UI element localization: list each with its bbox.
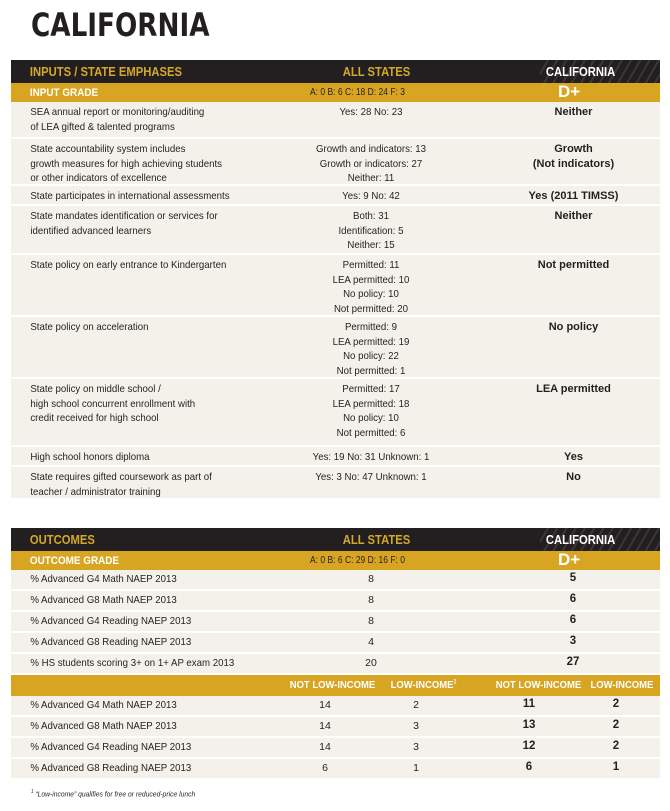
state-value-line: LEA permitted	[536, 383, 611, 395]
outcome-grade-label: OUTCOME GRADE	[29, 554, 119, 567]
all-states-value-line: Yes: 19 No: 31 Unknown: 1	[312, 451, 430, 463]
all-low-income-value: 1	[413, 762, 419, 774]
table-row	[11, 717, 660, 738]
all-states-value-line: Both: 31	[353, 210, 389, 222]
all-states-value-line: No policy: 22	[343, 350, 399, 362]
all-states-value	[281, 450, 461, 465]
state-not-low-income-value: 12	[522, 740, 536, 752]
outcome-grade-value: D+	[558, 550, 581, 569]
table-row	[11, 654, 660, 675]
all-states-value	[281, 320, 461, 378]
state-value-line: Yes	[564, 451, 583, 463]
state-value-line: Yes (2011 TIMSS)	[528, 190, 619, 202]
state-value	[491, 189, 656, 204]
state-value	[491, 258, 656, 273]
row-label: % Advanced G8 Math NAEP 2013	[30, 720, 177, 732]
state-value: 27	[566, 656, 580, 668]
outcomes-panel	[11, 528, 660, 780]
all-states-value-line: Growth or indicators: 27	[319, 157, 423, 170]
inputs-header-label: INPUTS / STATE EMPHASES	[29, 64, 183, 79]
all-states-value	[281, 105, 461, 120]
all-states-value-line: LEA permitted: 19	[332, 335, 410, 348]
footnote-marker: 1	[31, 789, 34, 795]
income-subheader	[11, 675, 660, 696]
row-label-line: identified advanced learners	[30, 224, 152, 237]
all-low-income-value: 3	[413, 741, 419, 753]
row-label: % Advanced G4 Math NAEP 2013	[30, 699, 177, 711]
all-states-value-line: No policy: 10	[343, 412, 399, 424]
all-states-value: 4	[368, 636, 374, 648]
row-label-line: State accountability system includes	[30, 143, 186, 155]
table-row	[11, 317, 660, 379]
all-not-low-income-value: 14	[319, 741, 331, 753]
all-states-value: 8	[368, 615, 374, 627]
all-low-income-header	[391, 679, 457, 691]
all-states-value	[281, 382, 461, 440]
state-value	[491, 320, 656, 335]
table-row	[11, 186, 660, 206]
all-states-value-line: Neither: 15	[347, 239, 395, 251]
row-label: % Advanced G8 Math NAEP 2013	[30, 594, 177, 606]
all-states-value	[281, 470, 461, 485]
row-label	[11, 189, 259, 204]
all-states-value-line: Not permitted: 1	[336, 364, 406, 377]
all-states-value-line: Yes: 28 No: 23	[339, 106, 403, 118]
all-states-value-line: LEA permitted: 10	[332, 273, 410, 286]
row-label-line: State policy on acceleration	[30, 321, 149, 333]
all-states-value-line: No policy: 10	[343, 288, 399, 300]
state-value: 5	[569, 572, 577, 584]
state-header: CALIFORNIA	[545, 64, 616, 79]
all-states-value-line: Neither: 11	[347, 172, 395, 184]
outcome-grade-distribution: A: 0 B: 6 C: 29 D: 16 F: 0	[310, 555, 405, 566]
table-row	[11, 379, 660, 447]
row-label: % Advanced G4 Math NAEP 2013	[30, 573, 177, 585]
table-row	[11, 591, 660, 612]
state-value-line: Growth	[554, 143, 593, 155]
state-value-line: No	[566, 471, 581, 483]
input-grade-distribution: A: 0 B: 6 C: 18 D: 24 F: 3	[310, 87, 405, 98]
table-row	[11, 696, 660, 717]
state-value	[491, 142, 656, 171]
row-label	[11, 258, 259, 315]
all-states-value	[281, 189, 461, 204]
row-label: % Advanced G8 Reading NAEP 2013	[30, 636, 192, 648]
row-label	[11, 470, 259, 498]
input-rows	[11, 102, 660, 500]
row-label-line: High school honors diploma	[30, 451, 150, 463]
all-states-value-line: Yes: 9 No: 42	[342, 190, 400, 202]
page-title: CALIFORNIA	[31, 6, 210, 44]
outcome-grade-row	[11, 551, 660, 570]
state-value-line: Neither	[554, 106, 593, 118]
footnote-marker: 1	[453, 679, 457, 686]
row-label-line: State participates in international assessments	[30, 190, 230, 202]
input-grade-row	[11, 83, 660, 102]
table-row	[11, 447, 660, 467]
input-grade-label: INPUT GRADE	[29, 86, 99, 99]
all-states-value-line: Permitted: 17	[342, 383, 400, 395]
row-label	[11, 105, 259, 137]
state-low-income-value: 2	[612, 719, 620, 731]
all-states-header: ALL STATES	[342, 64, 411, 79]
state-value	[491, 382, 656, 397]
row-label	[11, 382, 259, 445]
state-value-line: Not permitted	[537, 259, 610, 271]
all-states-value-line: Permitted: 9	[344, 321, 398, 333]
inputs-panel	[11, 60, 660, 500]
all-states-value-line: Permitted: 11	[342, 259, 400, 271]
all-low-income-value: 3	[413, 720, 419, 732]
all-low-income-value: 2	[413, 699, 419, 711]
state-header: CALIFORNIA	[545, 532, 616, 547]
row-label-line: of LEA gifted & talented programs	[30, 120, 175, 133]
state-not-low-income-value: 6	[525, 761, 533, 773]
row-label	[11, 450, 259, 465]
all-states-value	[281, 142, 461, 186]
all-states-value-line: Not permitted: 20	[333, 302, 409, 315]
table-row	[11, 612, 660, 633]
all-states-value-line: Growth and indicators: 13	[315, 143, 427, 155]
table-row	[11, 467, 660, 500]
outcomes-header-label: OUTCOMES	[29, 532, 95, 547]
table-row	[11, 570, 660, 591]
all-states-value: 8	[368, 573, 374, 585]
state-value: 3	[569, 635, 577, 647]
table-row	[11, 633, 660, 654]
state-not-low-income-value: 13	[522, 719, 536, 731]
state-value	[491, 470, 656, 485]
row-label-line: State requires gifted coursework as part of	[30, 471, 212, 483]
table-row	[11, 139, 660, 186]
table-row	[11, 759, 660, 780]
all-states-header: ALL STATES	[342, 532, 411, 547]
all-not-low-income-value: 14	[319, 720, 331, 732]
all-states-value	[281, 258, 461, 316]
all-not-low-income-header: NOT LOW-INCOME	[289, 679, 376, 691]
state-low-income-header: LOW-INCOME	[590, 679, 654, 691]
row-label: % Advanced G8 Reading NAEP 2013	[30, 762, 192, 774]
row-label-line: credit received for high school	[30, 412, 159, 424]
row-label-line: State policy on middle school /	[30, 383, 161, 395]
all-states-value-line: Identification: 5	[338, 224, 404, 237]
all-low-income-label: LOW-INCOME	[390, 679, 454, 691]
all-states-value-line: Yes: 3 No: 47 Unknown: 1	[315, 471, 427, 483]
state-low-income-value: 2	[612, 698, 620, 710]
state-value-line: No policy	[548, 321, 599, 333]
all-not-low-income-value: 6	[322, 762, 328, 774]
state-not-low-income-header: NOT LOW-INCOME	[495, 679, 582, 691]
row-label-line: growth measures for high achieving students	[30, 157, 223, 170]
row-label: % HS students scoring 3+ on 1+ AP exam 2013	[30, 657, 235, 669]
state-low-income-value: 2	[612, 740, 620, 752]
state-not-low-income-value: 11	[522, 698, 536, 710]
all-states-value: 20	[365, 657, 377, 669]
all-not-low-income-value: 14	[319, 699, 331, 711]
table-row	[11, 738, 660, 759]
row-label-line: teacher / administrator training	[30, 485, 161, 498]
state-value	[491, 105, 656, 120]
row-label	[11, 209, 259, 253]
all-states-value	[281, 209, 461, 253]
table-row	[11, 206, 660, 255]
input-grade-value: D+	[558, 82, 581, 101]
all-states-value: 8	[368, 594, 374, 606]
outcomes-header	[11, 528, 660, 551]
footnote-text: “Low-income” qualifies for free or reduced-price lunch	[35, 789, 196, 799]
row-label-line: SEA annual report or monitoring/auditing	[30, 106, 205, 118]
all-states-value-line: Not permitted: 6	[336, 426, 406, 439]
row-label-line: or other indicators of excellence	[30, 172, 167, 184]
outcome-rows	[11, 570, 660, 675]
row-label-line: high school concurrent enrollment with	[30, 397, 196, 410]
row-label	[11, 142, 259, 184]
footnote	[31, 789, 195, 799]
state-value: 6	[569, 593, 577, 605]
state-value	[491, 450, 656, 465]
state-value: 6	[569, 614, 577, 626]
row-label: % Advanced G4 Reading NAEP 2013	[30, 741, 192, 753]
row-label-line: State mandates identification or services for	[30, 210, 218, 222]
all-states-value-line: LEA permitted: 18	[332, 397, 410, 410]
table-row	[11, 255, 660, 317]
table-row	[11, 102, 660, 139]
state-low-income-value: 1	[612, 761, 620, 773]
row-label	[11, 320, 259, 377]
state-value-line: Neither	[554, 210, 593, 222]
state-value-line: (Not indicators)	[532, 157, 615, 170]
row-label-line: State policy on early entrance to Kindergarten	[30, 259, 227, 271]
row-label: % Advanced G4 Reading NAEP 2013	[30, 615, 192, 627]
state-value	[491, 209, 656, 224]
inputs-header	[11, 60, 660, 83]
income-rows	[11, 696, 660, 780]
